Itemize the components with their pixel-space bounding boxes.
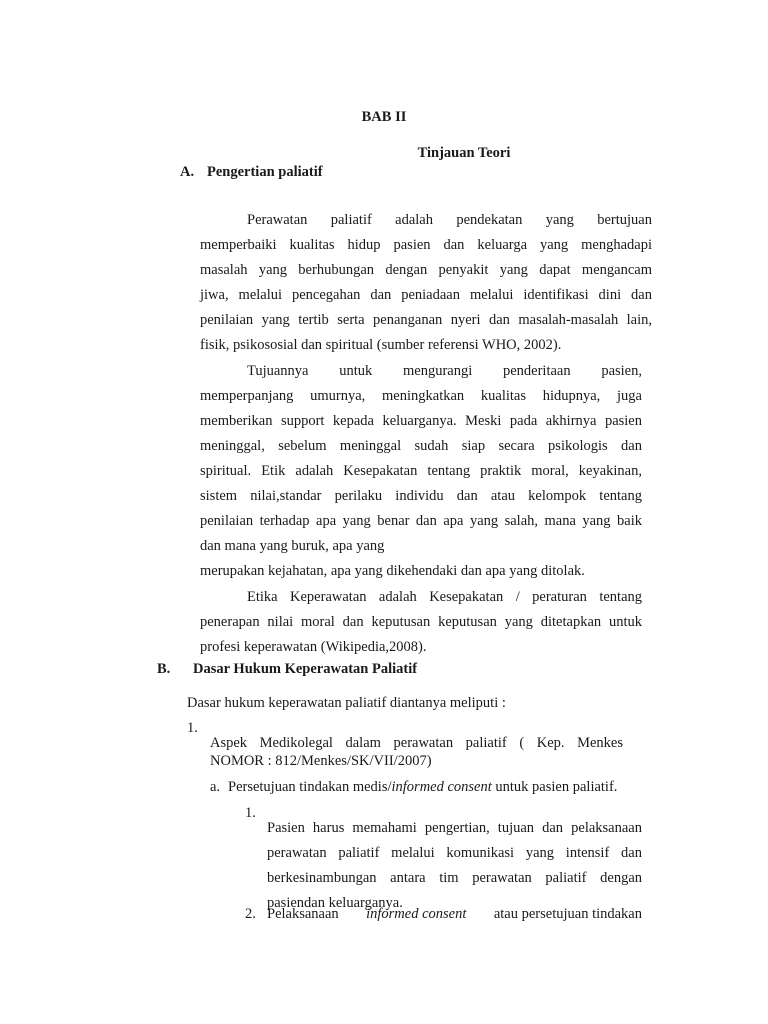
section-a-title: Pengertian paliatif [207, 164, 323, 180]
point-1-number: 1. [245, 805, 256, 821]
text-line: masalah yang berhubungan dengan penyakit yang dapat mengancam [200, 261, 652, 278]
text-line: memberikan support kepada keluarganya. Meski pada akhirnya pasien [200, 412, 642, 429]
text-line: Etika Keperawatan adalah Kesepakatan / peraturan tentang [247, 588, 642, 605]
item-1-number: 1. [187, 720, 198, 736]
point-2-italic-term: informed consent [366, 906, 467, 922]
sub-a-text [228, 779, 617, 796]
section-b-title: Dasar Hukum Keperawatan Paliatif [193, 661, 418, 677]
item-1-line: NOMOR : 812/Menkes/SK/VII/2007) [210, 753, 432, 769]
sub-a-letter: a. [210, 779, 221, 795]
text-line: penilaian yang tertib serta penanganan nyeri dan masalah-masalah lain, [200, 311, 652, 328]
text-line: berkesinambungan antara tim perawatan paliatif dengan [267, 869, 642, 886]
chapter-title: Tinjauan Teori [417, 144, 511, 161]
text-line: memperpanjang umurnya, meningkatkan kualitas hidupnya, juga [200, 387, 642, 404]
section-b-intro: Dasar hukum keperawatan paliatif diantanya meliputi : [187, 695, 506, 711]
text-line: dan mana yang buruk, apa yang [200, 537, 385, 554]
text-line: pasiendan keluarganya. [267, 894, 403, 911]
text-line: profesi keperawatan (Wikipedia,2008). [200, 638, 427, 655]
text-line: spiritual. Etik adalah Kesepakatan tentang praktik moral, keyakinan, [200, 462, 642, 479]
text-line: fisik, psikososial dan spiritual (sumber referensi WHO, 2002). [200, 336, 562, 353]
text-line: memperbaiki kualitas hidup pasien dan keluarga yang menghadapi [200, 236, 652, 253]
point-2-text [267, 906, 642, 923]
point-2-number: 2. [245, 906, 256, 922]
point-2-text-part: atau persetujuan tindakan [493, 906, 642, 922]
text-line: penilaian terhadap apa yang benar dan apa yang salah, mana yang baik [200, 512, 642, 529]
text-line: jiwa, melalui pencegahan dan peniadaan melalui identifikasi dini dan [200, 286, 652, 303]
text-line: penerapan nilai moral dan keputusan keputusan yang ditetapkan untuk [200, 613, 642, 630]
text-line: perawatan paliatif melalui komunikasi yang intensif dan [267, 844, 642, 861]
text-line: Tujuannya untuk mengurangi penderitaan pasien, [247, 362, 642, 379]
sub-a-text-part: Persetujuan tindakan medis/ [228, 779, 392, 795]
text-line: sistem nilai,standar perilaku individu dan atau kelompok tentang [200, 487, 642, 504]
section-b-letter: B. [157, 661, 171, 677]
item-1-line: Aspek Medikolegal dalam perawatan paliatif ( Kep. Menkes [210, 734, 623, 751]
text-line: merupakan kejahatan, apa yang dikehendaki dan apa yang ditolak. [200, 562, 585, 579]
text-line: meninggal, sebelum meninggal sudah siap secara psikologis dan [200, 437, 642, 454]
chapter-number: BAB II [361, 108, 407, 125]
sub-a-italic-term: informed consent [391, 779, 492, 795]
text-line: Perawatan paliatif adalah pendekatan yang bertujuan [247, 211, 652, 228]
section-a-letter: A. [180, 164, 195, 180]
sub-a-text-part: untuk pasien paliatif. [491, 779, 618, 795]
point-2-text-part: Pelaksanaan [267, 906, 339, 922]
text-line: Pasien harus memahami pengertian, tujuan dan pelaksanaan [267, 819, 642, 836]
